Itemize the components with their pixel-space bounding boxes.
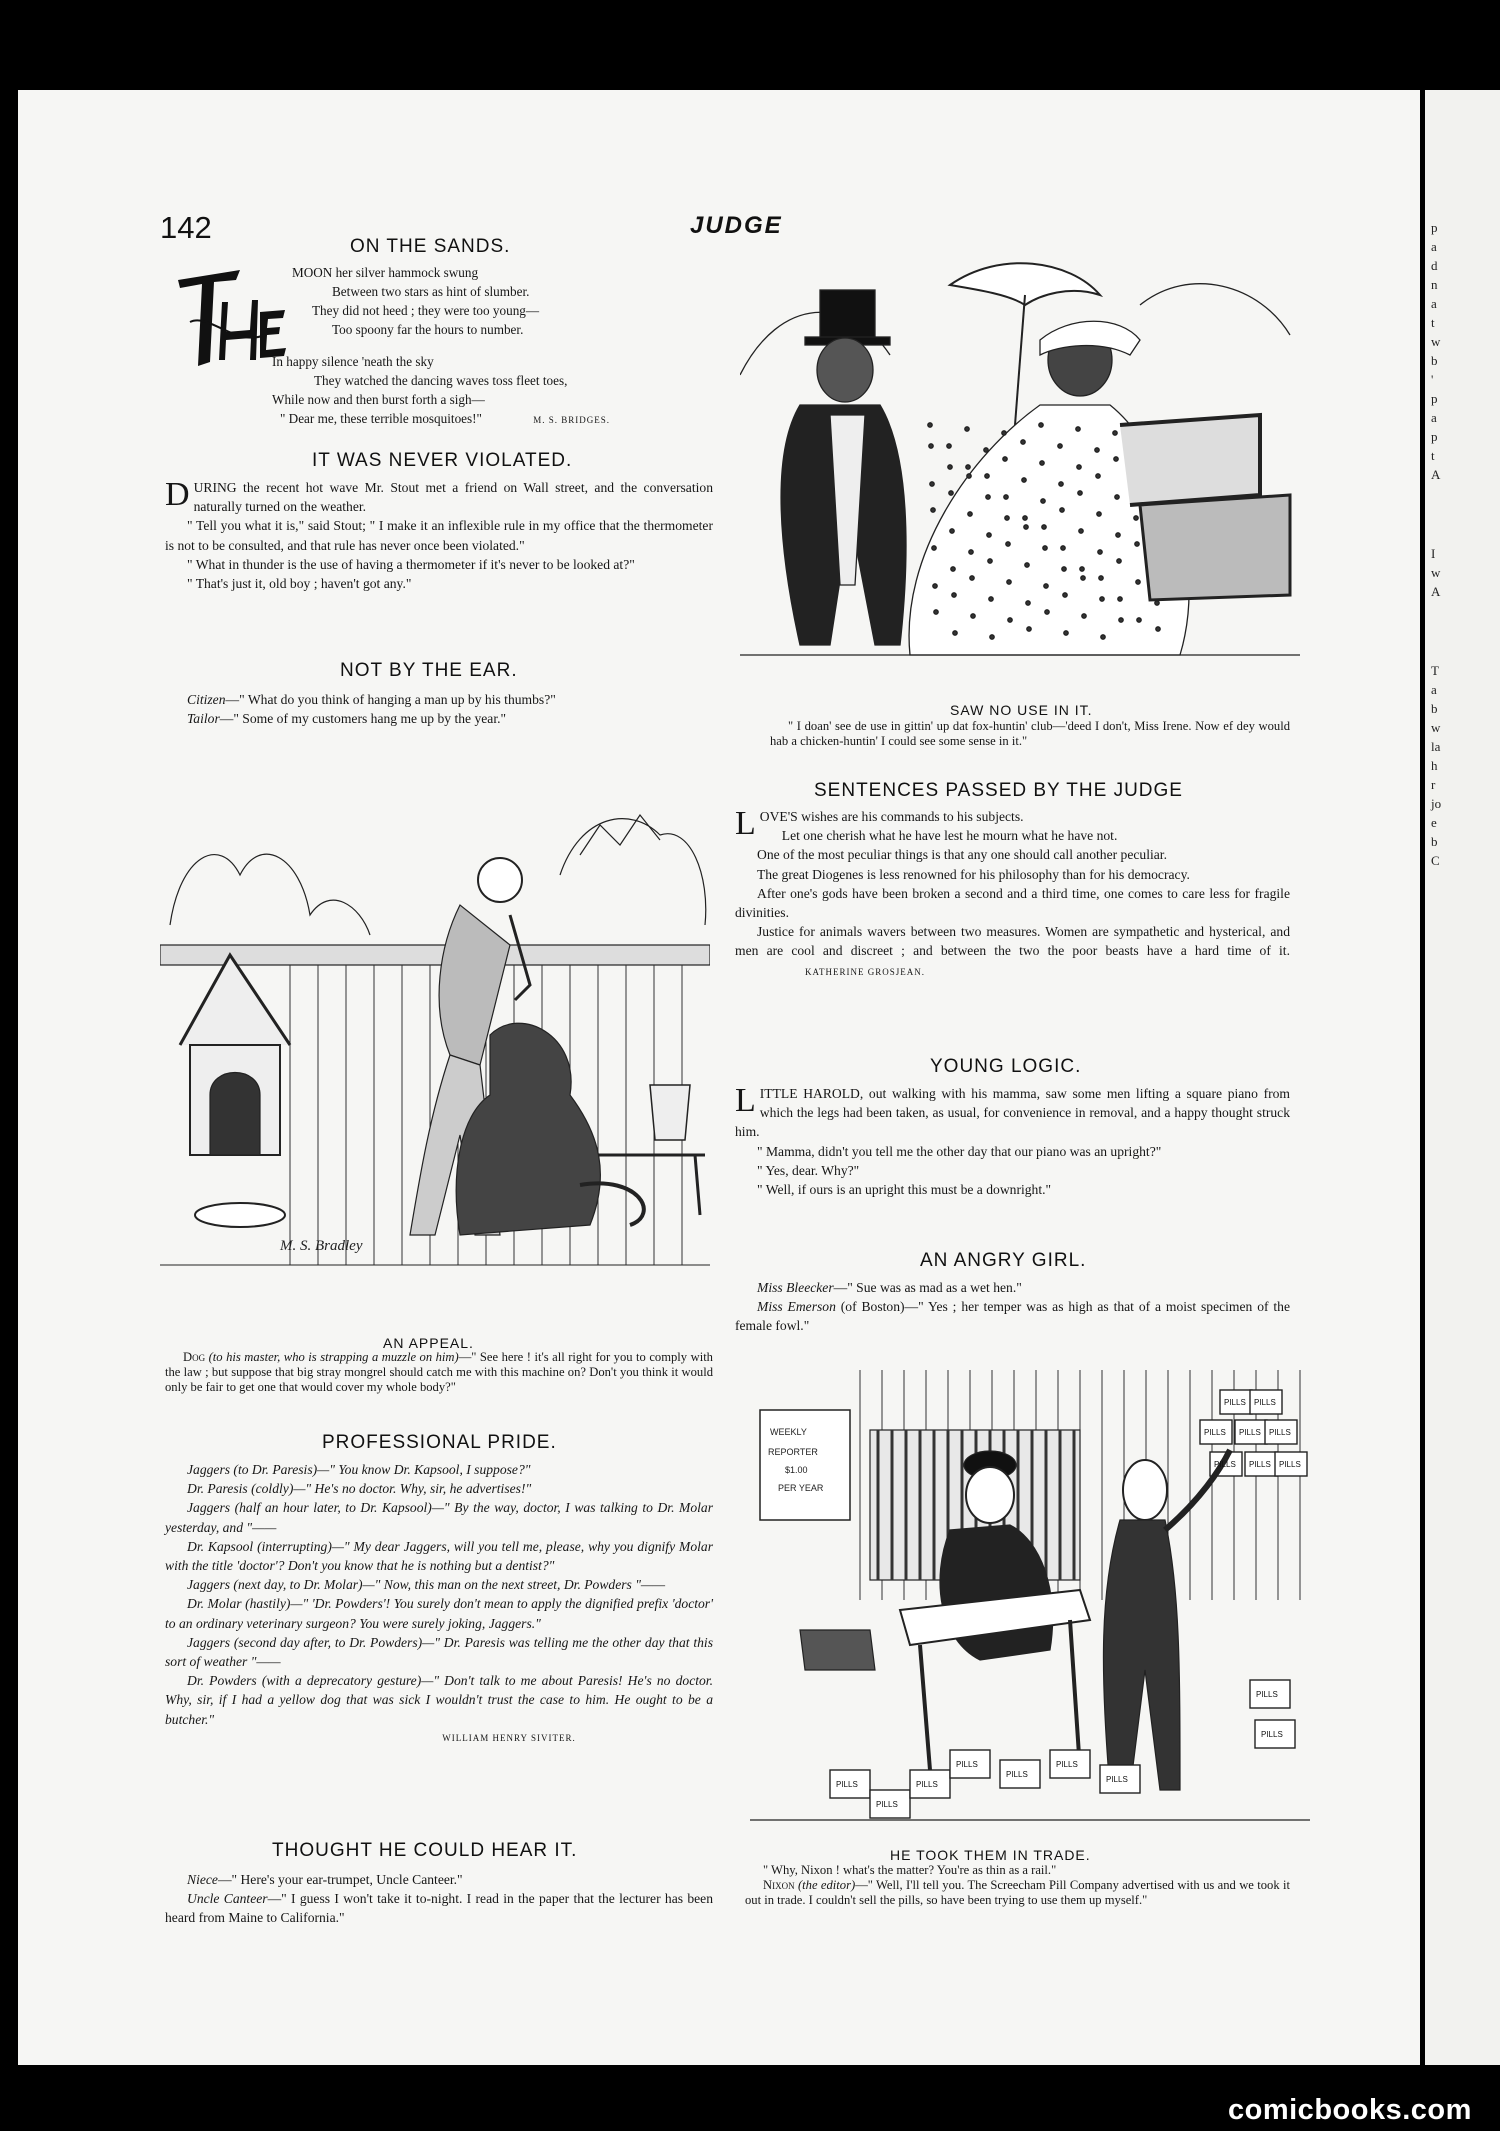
illustration-legend — [745, 1863, 1290, 1908]
pill-box-label: PILLS — [956, 1760, 978, 1769]
illustration-caption: SAW NO USE IN IT. — [950, 702, 1093, 718]
adjacent-page-letter: a — [1431, 682, 1437, 697]
adjacent-page-letter: A — [1431, 584, 1441, 599]
pill-box-label: PILLS — [1256, 1690, 1278, 1699]
paragraph: One of the most peculiar things is that any one should call another peculiar. — [757, 847, 1167, 863]
pill-box-label: PILLS — [1254, 1398, 1276, 1407]
pill-box-label: PILLS — [1204, 1428, 1226, 1437]
article-body — [735, 1278, 1290, 1336]
pill-box-label: PILLS — [916, 1780, 938, 1789]
article-body — [165, 1460, 713, 1748]
pill-box-label: PILLS — [1224, 1398, 1246, 1407]
adjacent-page-letter: a — [1431, 410, 1437, 425]
speaker: Dr. Kapsool (interrupting)—" My dear Jaggers, will you tell me, please, why you dignify Molar with the title 'doctor'? Don't you know that he is nothing but a dentist?" — [165, 1538, 713, 1574]
couple-bench-illustration — [740, 255, 1300, 675]
pill-box-label: PILLS — [1214, 1460, 1236, 1469]
drop-cap: D — [165, 476, 190, 513]
dialogue: —" Some of my customers hang me up by the year." — [219, 711, 507, 727]
paragraph — [165, 1633, 713, 1671]
paragraph: " Well, if ours is an upright this must be a downright." — [757, 1182, 1052, 1198]
artist-signature: M. S. Bradley — [280, 1238, 363, 1254]
adjacent-page-letter: I — [1431, 546, 1436, 561]
author-signature: KATHERINE GROSJEAN. — [805, 966, 925, 977]
adjacent-page-letter: a — [1431, 296, 1437, 311]
article-body — [165, 1870, 713, 1928]
speaker: Miss Emerson — [757, 1299, 836, 1315]
adjacent-page-letter: b — [1431, 701, 1438, 716]
dialogue: (of Boston)—" Yes ; her temper was as high as that of a moist specimen of the female fowl." — [735, 1299, 1290, 1334]
poem-line: Between two stars as hint of slumber. — [332, 284, 530, 299]
dialogue: —" I guess I won't take it to-night. I read in the paper that the lecturer has been heard from Maine to California." — [165, 1891, 713, 1926]
article-body — [165, 690, 713, 728]
paragraph — [165, 1594, 713, 1632]
author-signature: WILLIAM HENRY SIVITER. — [442, 1732, 576, 1743]
poem-line: They watched the dancing waves toss fleet toes, — [314, 373, 568, 388]
speaker: Jaggers (to Dr. Paresis)—" You know Dr. Kapsool, I suppose?" — [187, 1462, 531, 1477]
adjacent-page-letter: a — [1431, 239, 1437, 254]
adjacent-page-letter: r — [1431, 777, 1436, 792]
editor-office-illustration — [750, 1370, 1310, 1840]
dialogue: —" Well, I'll tell you. The Screecham Pill Company advertised with us and we took it out in trade. I couldn't sell the pills, so have been trying to use them up myself." — [745, 1878, 1290, 1907]
article-title: YOUNG LOGIC. — [930, 1056, 1082, 1077]
article-body — [735, 807, 1290, 982]
paragraph: URING the recent hot wave Mr. Stout met a friend on Wall street, and the conversation naturally turned on the weather. — [193, 480, 713, 515]
adjacent-page-letter: w — [1431, 334, 1441, 349]
sign-text: WEEKLY — [770, 1427, 807, 1437]
speaker: Dr. Molar (hastily)—" 'Dr. Powders'! You surely don't mean to apply the dignified prefix 'doctor' to an ordinary veterinary surgeon? You were surely joking, Jaggers." — [165, 1596, 713, 1631]
pill-box-label: PILLS — [1261, 1730, 1283, 1739]
pill-box-label: PILLS — [1006, 1770, 1028, 1779]
article-title: PROFESSIONAL PRIDE. — [322, 1432, 557, 1453]
paragraph: " Tell you what it is," said Stout; " I make it an inflexible rule in my office that the thermometer is not to be consulted, and that rule has never once been violated." — [165, 518, 713, 553]
article-title: SENTENCES PASSED BY THE JUDGE — [814, 780, 1183, 801]
adjacent-page-letter: T — [1431, 663, 1439, 678]
stage-direction: (to his master, who is strapping a muzzle on him) — [208, 1350, 459, 1364]
adjacent-page-letter: A — [1431, 467, 1441, 482]
speaker: Dr. Paresis (coldly)—" He's no doctor. Why, sir, he advertises!" — [187, 1481, 532, 1497]
adjacent-page-letter: w — [1431, 565, 1441, 580]
article-title: THOUGHT HE COULD HEAR IT. — [272, 1840, 578, 1861]
paragraph — [165, 1671, 713, 1729]
speaker: Dog — [183, 1350, 206, 1364]
dialogue: —" What do you think of hanging a man up by his thumbs?" — [225, 692, 556, 707]
paragraph: " That's just it, old boy ; haven't got any." — [187, 576, 412, 592]
poem-line: " Dear me, these terrible mosquitoes!" — [280, 411, 482, 426]
adjacent-page-letter: la — [1431, 739, 1441, 754]
adjacent-page-letter: n — [1431, 277, 1438, 292]
speaker: Uncle Canteer — [187, 1891, 268, 1907]
drop-cap: L — [735, 805, 756, 842]
speaker: Dr. Powders (with a deprecatory gesture)—" Don't talk to me about Paresis! He's no doctor. Why, sir, if I had a yellow dog that was sick I wouldn't trust the case to him. He ought to be a butcher." — [165, 1673, 713, 1727]
dialogue: " Why, Nixon ! what's the matter? You're as thin as a rail." — [763, 1863, 1057, 1877]
speaker: Jaggers (second day after, to Dr. Powders)—" Dr. Paresis was telling me the other day that this sort of weather "—— — [165, 1634, 713, 1670]
illustration-caption: AN APPEAL. — [383, 1335, 474, 1351]
dialogue: —" Sue was as mad as a wet hen." — [833, 1280, 1022, 1295]
poem-line: Too spoony far the hours to number. — [332, 322, 524, 337]
paragraph: ITTLE HAROLD, out walking with his mamma, saw some men lifting a square piano from which the legs had been taken, as usual, for convenience in removal, and a happy thought struck him. — [735, 1086, 1290, 1140]
adjacent-page-letter: jo — [1431, 796, 1442, 811]
adjacent-page-letter: p — [1431, 220, 1438, 235]
pill-box-label: PILLS — [1239, 1428, 1261, 1437]
article-body — [735, 1084, 1290, 1199]
adjacent-page-letter: b — [1431, 353, 1438, 368]
running-head: JUDGE — [690, 212, 783, 239]
adjacent-page-letter: h — [1431, 758, 1438, 773]
sign-text: $1.00 — [785, 1465, 808, 1475]
article-title: AN ANGRY GIRL. — [920, 1250, 1087, 1271]
sign-text: PER YEAR — [778, 1483, 824, 1493]
speaker: Tailor — [187, 711, 220, 727]
paragraph — [165, 1460, 713, 1479]
speaker: Niece — [187, 1872, 218, 1887]
drop-cap: L — [735, 1082, 756, 1119]
adjacent-page-letter: ' — [1431, 372, 1434, 387]
adjacent-page-letter: t — [1431, 448, 1435, 463]
adjacent-page-letter: C — [1431, 853, 1440, 868]
adjacent-page-letter: e — [1431, 815, 1437, 830]
paragraph — [165, 1498, 713, 1536]
paragraph: " Mamma, didn't you tell me the other day that our piano was an upright?" — [757, 1143, 1162, 1159]
pill-box-label: PILLS — [1249, 1460, 1271, 1469]
adjacent-page-letter: d — [1431, 258, 1438, 273]
paragraph: Let one cherish what he have lest he mourn what he have not. — [781, 828, 1118, 844]
paragraph: OVE'S wishes are his commands to his subjects. — [759, 809, 1024, 824]
paragraph — [165, 1537, 713, 1575]
poem-line: While now and then burst forth a sigh— — [272, 392, 485, 407]
stage-direction: (the editor) — [797, 1878, 856, 1892]
pill-box-label: PILLS — [836, 1780, 858, 1789]
author-signature: M. S. BRIDGES. — [533, 415, 610, 425]
article-body — [165, 478, 713, 593]
pill-box-label: PILLS — [876, 1800, 898, 1809]
paragraph: After one's gods have been broken a second and a third time, one comes to care less for fragile divinities. — [735, 885, 1290, 921]
adjacent-page-edge — [1425, 90, 1500, 2065]
poem-line: They did not heed ; they were too young— — [312, 303, 540, 318]
speaker: Nixon — [763, 1878, 795, 1892]
illustration-legend — [165, 1350, 713, 1395]
paragraph: " Yes, dear. Why?" — [757, 1162, 860, 1178]
adjacent-page-letter: p — [1431, 391, 1438, 406]
watermark: comicbooks.com — [1228, 2094, 1472, 2126]
pill-box-label: PILLS — [1056, 1760, 1078, 1769]
pill-box-label: PILLS — [1269, 1428, 1291, 1437]
speaker: Miss Bleecker — [757, 1280, 834, 1295]
adjacent-page-letter: b — [1431, 834, 1438, 849]
article-title: IT WAS NEVER VIOLATED. — [312, 450, 573, 471]
adjacent-page-letter: p — [1431, 429, 1438, 444]
speaker: Citizen — [187, 692, 226, 707]
illustration-caption: HE TOOK THEM IN TRADE. — [890, 1847, 1091, 1863]
speaker: Jaggers (half an hour later, to Dr. Kapsool)—" By the way, doctor, I was talking to Dr. Molar yesterday, and "—— — [165, 1500, 713, 1535]
illustration-legend — [770, 719, 1290, 749]
dialogue: —" See here ! it's all right for you to comply with the law ; but suppose that big stray mongrel should catch me with this machine on? Don't you think it would only be fair to get one that would cover my whole body?" — [165, 1350, 713, 1394]
article-title: NOT BY THE EAR. — [340, 660, 518, 681]
poem-line: MOON her silver hammock swung — [292, 265, 479, 280]
pill-box-label: PILLS — [1106, 1775, 1128, 1784]
dialogue: —" Here's your ear-trumpet, Uncle Canteer." — [217, 1872, 463, 1887]
poem-line: In happy silence 'neath the sky — [272, 354, 434, 369]
pill-box-label: PILLS — [1279, 1460, 1301, 1469]
paragraph: Justice for animals wavers between two measures. Women are sympathetic and hysterical, and men are cool and discreet ; and between the two the poor beasts have a hard time of it. — [735, 924, 1290, 959]
adjacent-page-letter: t — [1431, 315, 1435, 330]
paragraph — [165, 1575, 713, 1594]
dialogue: " I doan' see de use in gittin' up dat fox-huntin' club—'deed I don't, Miss Irene. Now ef dey would hab a chicken-huntin' I could see some sense in it." — [770, 719, 1290, 748]
paragraph: The great Diogenes is less renowned for his philosophy than for his democracy. — [757, 866, 1190, 882]
paragraph: " What in thunder is the use of having a thermometer if it's never to be looked at?" — [187, 556, 635, 572]
poem-body — [272, 263, 712, 430]
page-number: 142 — [160, 210, 212, 245]
dog-muzzle-illustration — [160, 795, 710, 1330]
adjacent-page-letter: w — [1431, 720, 1441, 735]
sign-text: REPORTER — [768, 1447, 818, 1457]
speaker: Jaggers (next day, to Dr. Molar)—" Now, this man on the next street, Dr. Powders "—— — [187, 1577, 666, 1593]
paragraph — [165, 1479, 713, 1498]
poem-title: ON THE SANDS. — [350, 236, 511, 257]
